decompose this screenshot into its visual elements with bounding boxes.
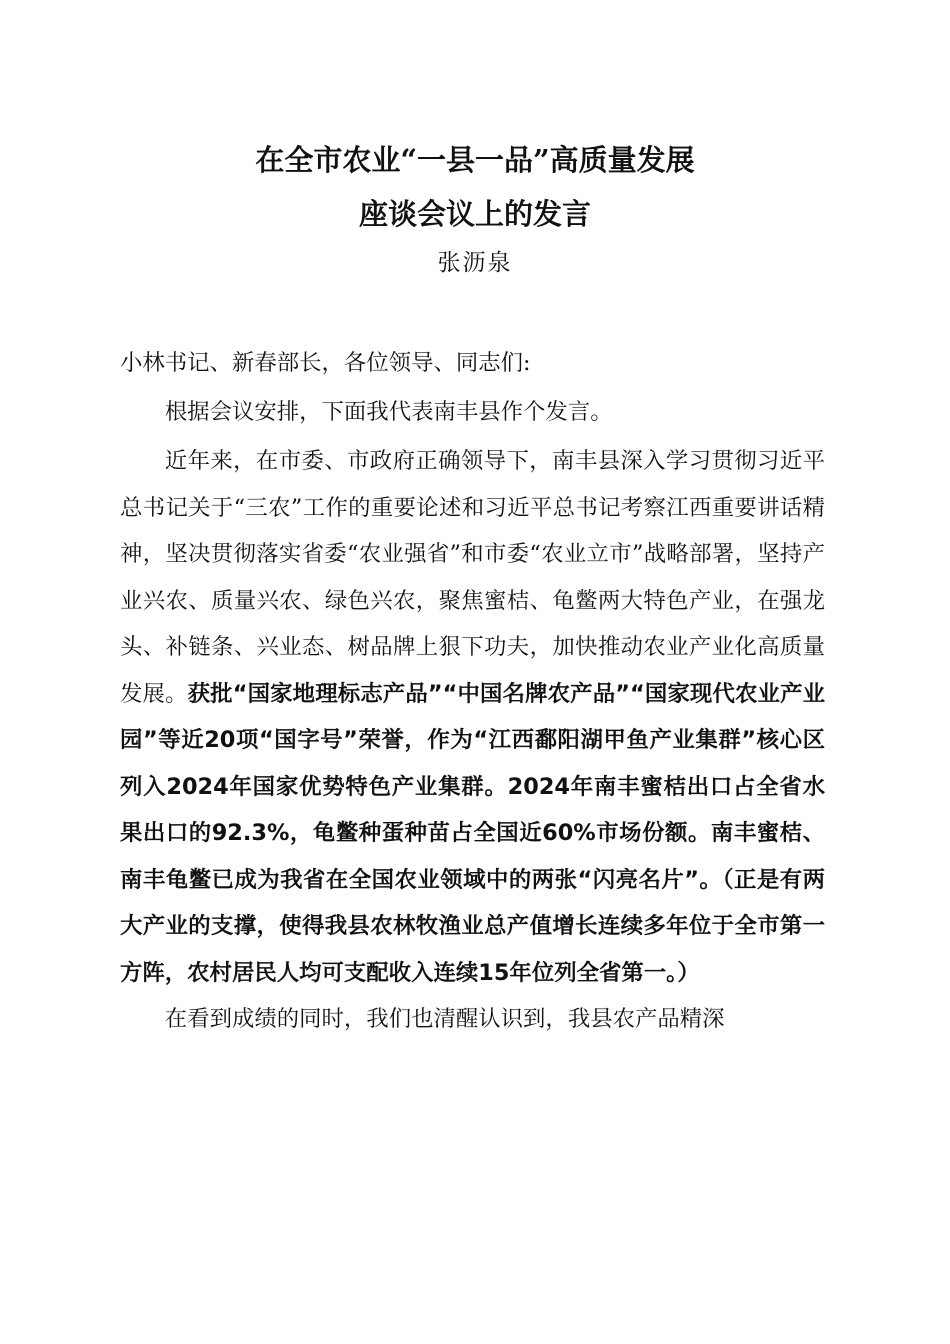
intro-paragraph: 根据会议安排，下面我代表南丰县作个发言。 (164, 398, 613, 425)
salutation: 小林书记、新春部长，各位领导、同志们: (120, 350, 531, 376)
achievements-paragraph (120, 438, 825, 996)
document-body (120, 340, 825, 1043)
challenges-paragraph: 在看到成绩的同时，我们也清醒认识到，我县农产品精深 (164, 1006, 725, 1032)
achievements-bold-text: 获批“国家地理标志产品”“中国名牌农产品”“国家现代农业产业园”等近20项“国字号”荣誉，作为“江西鄱阳湖甲鱼产业集群”核心区列入2024年国家优势特色产业集群。2024年南丰蜜桔出口占全省水果出口的92.3%，龟鳖种蛋种苗占全国近60%市场份额。南丰蜜桔、南丰龟鳖已成为我省在全国农业领域中的两张“闪亮名片”。（正是有两大产业的支撑，使得我县农林牧渔业总产值增长连续多年位于全市第一方阵，农村居民人均可支配收入连续15年位列全省第一。） (120, 680, 826, 986)
author-name: 张沥泉 (437, 250, 513, 276)
achievements-plain-text: 近年来，在市委、市政府正确领导下，南丰县深入学习贯彻习近平总书记关于“三农”工作的重要论述和习近平总书记考察江西重要讲话精神，坚决贯彻落实省委“农业强省”和市委“农业立市”战略部署，坚持产业兴农、质量兴农、绿色兴农，聚焦蜜桔、龟鳖两大特色产业，在强龙头、补链条、兴业态、树品牌上狠下功夫，加快推动农业产业化高质量发展。 (120, 448, 825, 707)
document-title-line-1: 在全市农业“一县一品”高质量发展 (255, 143, 695, 177)
document-title-line-2: 座谈会议上的发言 (358, 197, 591, 231)
